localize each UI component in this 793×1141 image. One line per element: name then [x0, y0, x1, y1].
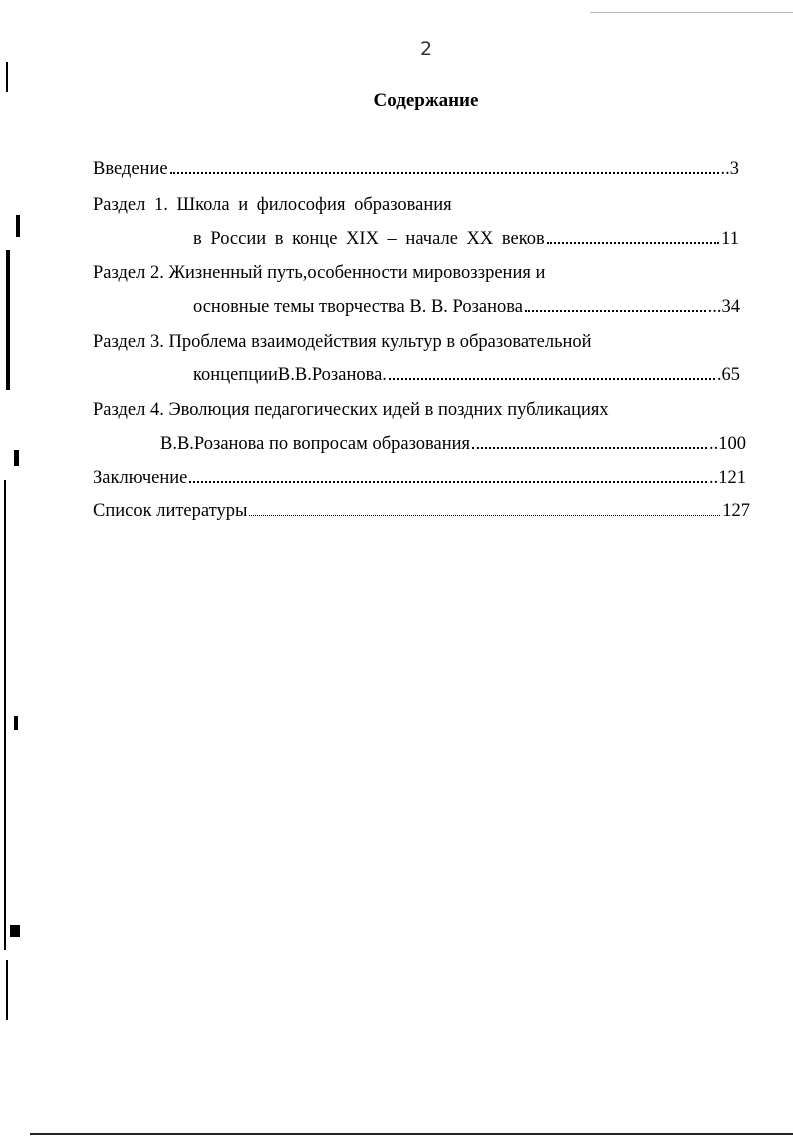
dot-leader [472, 447, 707, 449]
toc-entry-page: .65 [716, 365, 740, 385]
scan-edge-mark [10, 925, 20, 937]
toc-entry-section1-line1[interactable]: Раздел 1. Школа и философия образования [93, 195, 452, 215]
dot-leader [189, 481, 707, 483]
toc-entry-label: В.В.Розанова по вопросам образования [160, 434, 471, 454]
page-title: Содержание [373, 90, 479, 111]
scan-edge-mark [14, 716, 18, 730]
toc-entry-intro[interactable] [93, 158, 739, 180]
dot-leader [525, 310, 706, 312]
dot-leader [389, 378, 715, 380]
toc-entry-label: основные темы творчества В. В. Розанова [193, 297, 523, 317]
toc-entry-page: ..3 [720, 159, 739, 179]
scan-edge-mark [6, 960, 8, 1020]
toc-entry-section4-line2[interactable] [160, 433, 746, 455]
page-number: 2 [419, 38, 433, 60]
scan-edge-mark [16, 215, 20, 237]
toc-entry-page: ..121 [709, 468, 746, 488]
toc-entry-section2-line2[interactable] [193, 296, 740, 318]
toc-entry-conclusion[interactable] [93, 467, 746, 489]
toc-entry-page: ...34 [707, 297, 740, 317]
toc-entry-section3-line2[interactable] [193, 364, 740, 386]
toc-entry-references[interactable] [93, 500, 750, 522]
dot-leader [547, 242, 719, 244]
toc-entry-label: Заключение [93, 468, 188, 488]
toc-entry-page: 127 [722, 501, 750, 521]
scan-edge-mark [4, 480, 6, 950]
scan-edge-mark [6, 250, 10, 390]
toc-entry-page: 11 [721, 229, 739, 249]
dot-leader [170, 172, 719, 174]
scan-top-rule [590, 12, 793, 13]
toc-entry-label: Введение [93, 159, 168, 179]
dot-leader [249, 515, 720, 516]
toc-entry-page: ..100 [709, 434, 746, 454]
toc-entry-section4-line1[interactable]: Раздел 4. Эволюция педагогических идей в поздних публикациях [93, 400, 609, 420]
toc-entry-section1-line2[interactable] [193, 228, 739, 250]
toc-entry-section2-line1[interactable]: Раздел 2. Жизненный путь,особенности мировоззрения и [93, 263, 546, 283]
toc-entry-label: в России в конце XIX – начале XX веков [193, 229, 545, 249]
scan-bottom-rule [30, 1133, 793, 1135]
scan-edge-mark [6, 62, 8, 92]
toc-entry-label: Список литературы [93, 501, 248, 521]
toc-entry-label: концепцииВ.В.Розанова. [193, 365, 387, 385]
toc-entry-section3-line1[interactable]: Раздел 3. Проблема взаимодействия культур в образовательной [93, 332, 592, 352]
scan-edge-mark [14, 450, 19, 466]
